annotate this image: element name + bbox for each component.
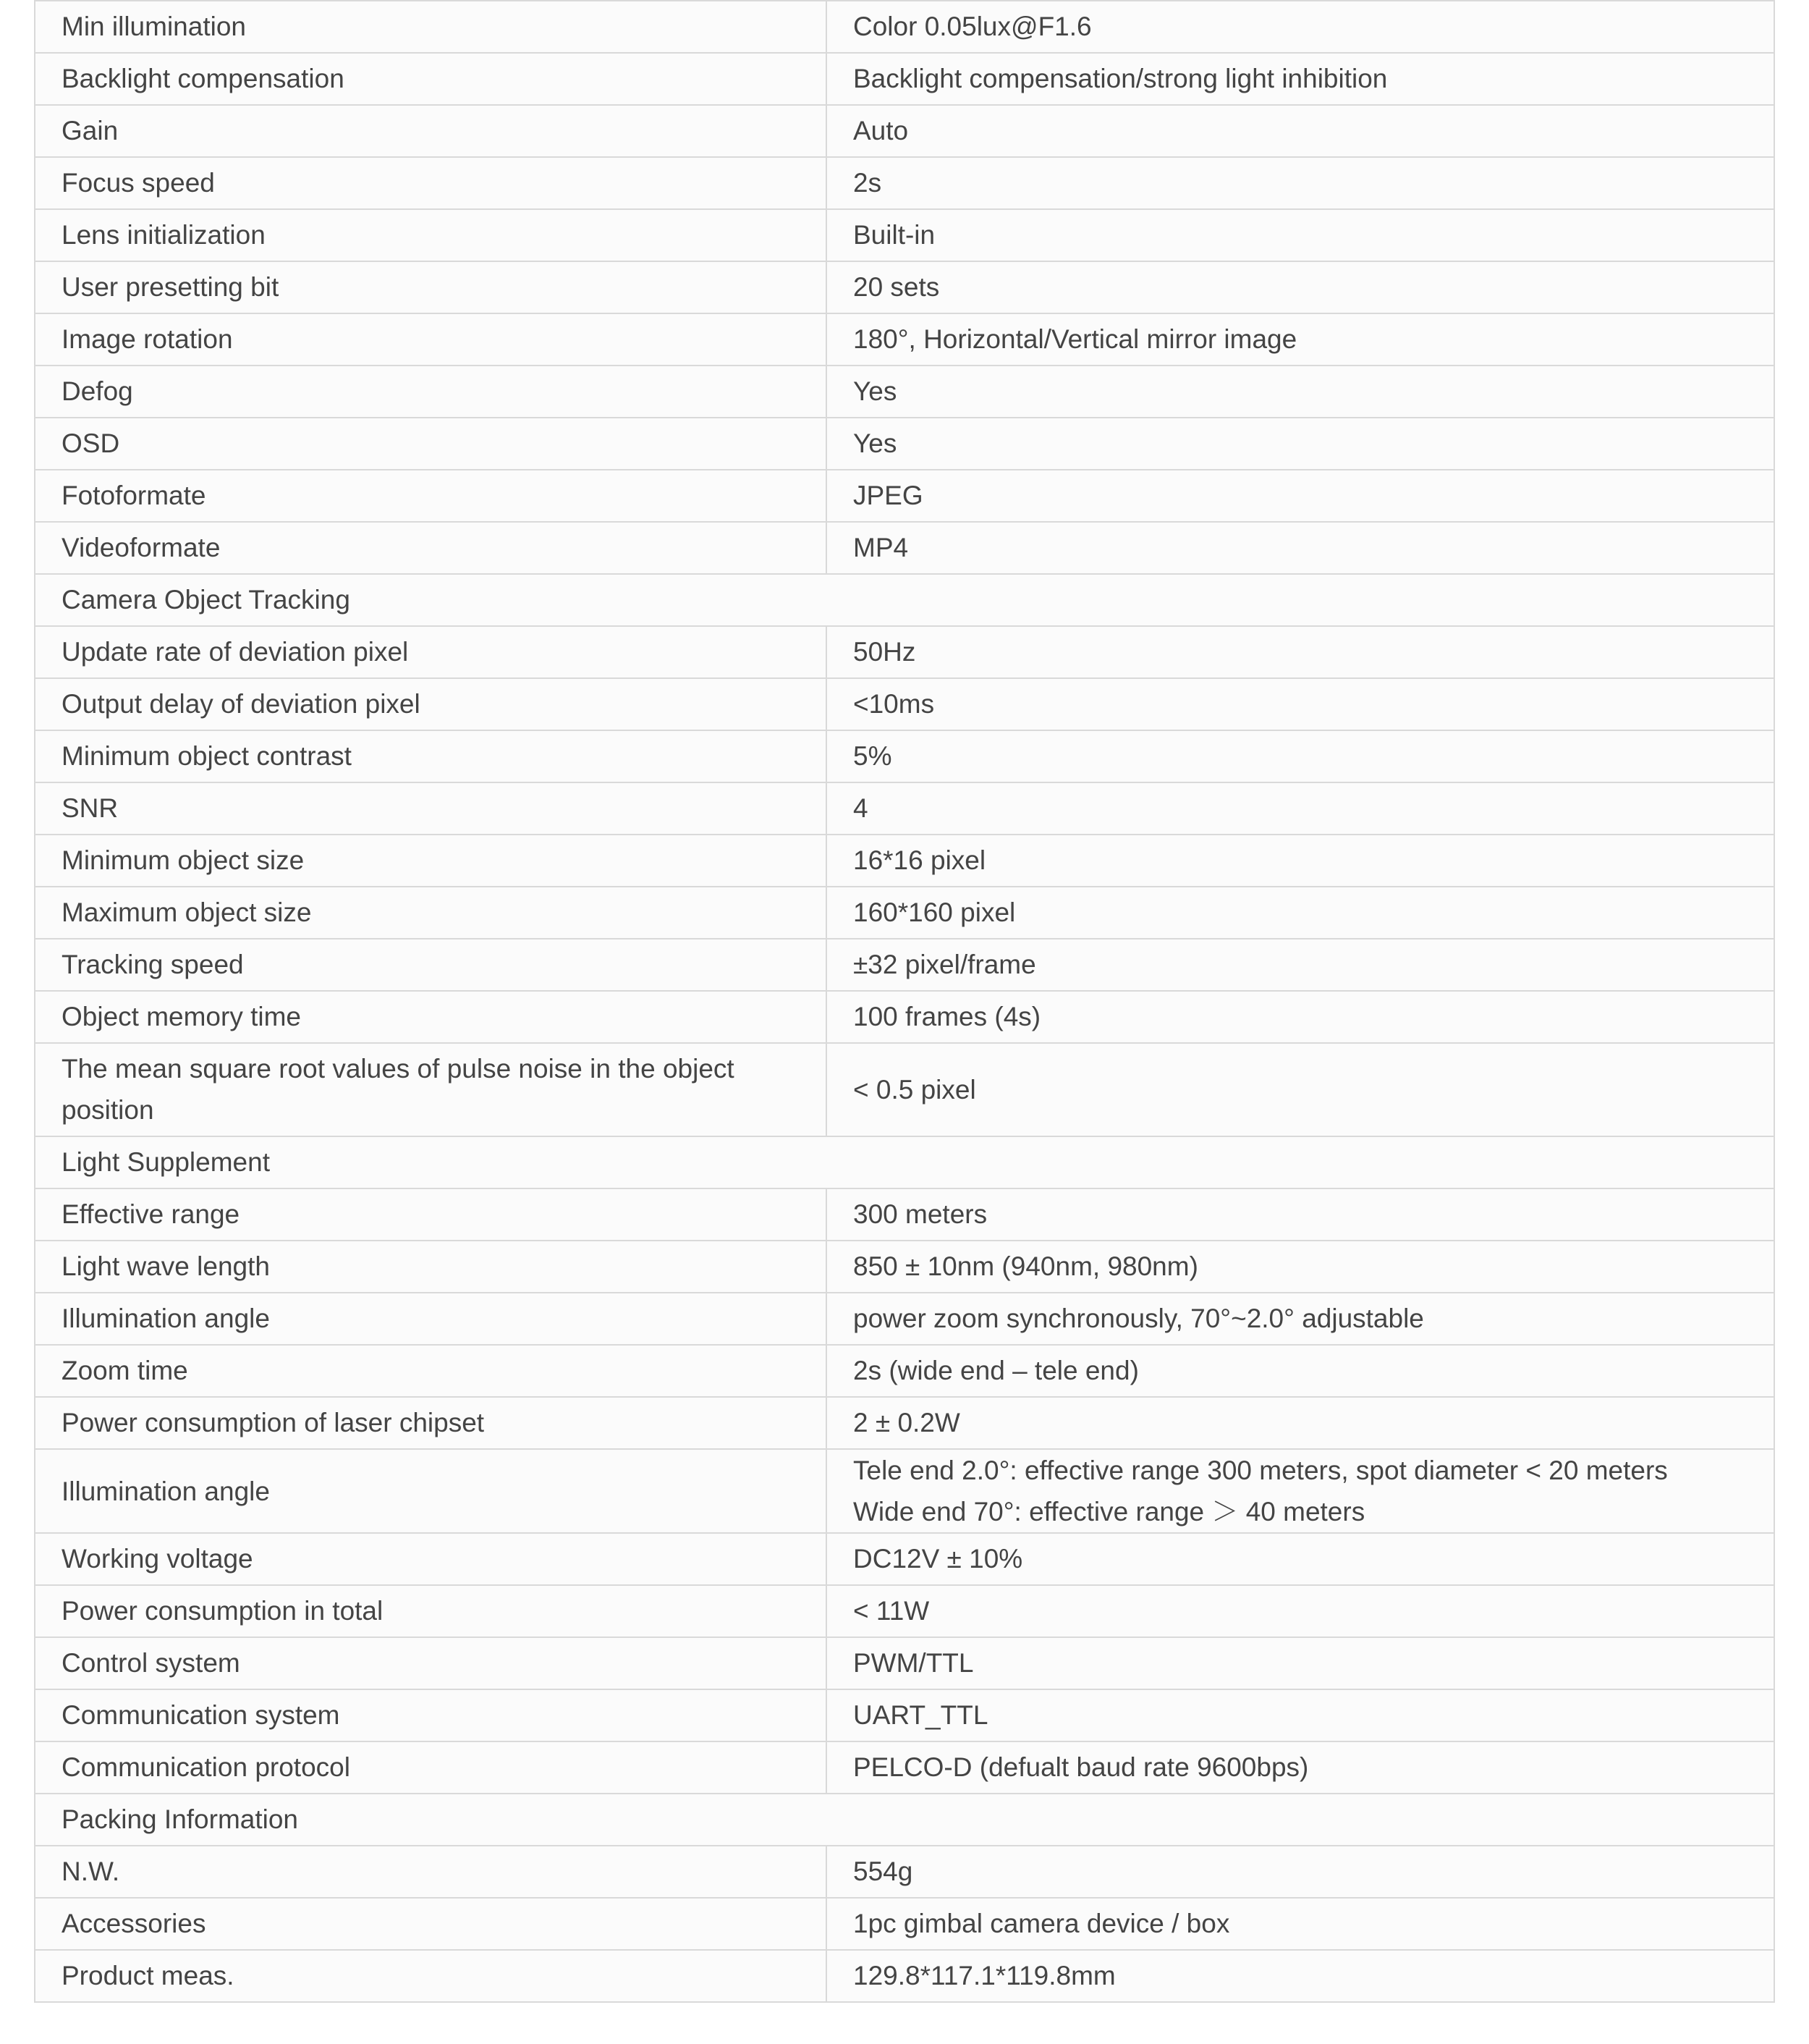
spec-label: Image rotation bbox=[35, 313, 826, 366]
spec-label: Focus speed bbox=[35, 157, 826, 209]
spec-value: Yes bbox=[826, 418, 1774, 470]
spec-label: Product meas. bbox=[35, 1950, 826, 2002]
spec-label: Power consumption of laser chipset bbox=[35, 1397, 826, 1449]
spec-label: Power consumption in total bbox=[35, 1585, 826, 1637]
spec-label: Object memory time bbox=[35, 991, 826, 1043]
spec-label: Effective range bbox=[35, 1188, 826, 1241]
section-header-row bbox=[35, 574, 1774, 626]
table-row bbox=[35, 1533, 1774, 1585]
spec-value: JPEG bbox=[826, 470, 1774, 522]
spec-label: Minimum object size bbox=[35, 835, 826, 887]
table-row bbox=[35, 1241, 1774, 1293]
table-row bbox=[35, 939, 1774, 991]
table-row bbox=[35, 470, 1774, 522]
table-row bbox=[35, 209, 1774, 261]
table-row bbox=[35, 1, 1774, 53]
table-row bbox=[35, 1188, 1774, 1241]
spec-label: Illumination angle bbox=[35, 1449, 826, 1533]
table-row bbox=[35, 313, 1774, 366]
table-row bbox=[35, 991, 1774, 1043]
spec-label: The mean square root values of pulse noise in the object position bbox=[35, 1043, 826, 1136]
spec-label: Lens initialization bbox=[35, 209, 826, 261]
table-row bbox=[35, 1449, 1774, 1533]
section-header-row bbox=[35, 1136, 1774, 1188]
table-row bbox=[35, 522, 1774, 574]
table-row bbox=[35, 626, 1774, 678]
table-row bbox=[35, 1689, 1774, 1741]
spec-value: Color 0.05lux@F1.6 bbox=[826, 1, 1774, 53]
spec-label: SNR bbox=[35, 782, 826, 835]
spec-value: 850 ± 10nm (940nm, 980nm) bbox=[826, 1241, 1774, 1293]
table-row bbox=[35, 1043, 1774, 1136]
spec-value: < 11W bbox=[826, 1585, 1774, 1637]
spec-label: Backlight compensation bbox=[35, 53, 826, 105]
table-row bbox=[35, 835, 1774, 887]
spec-value: 300 meters bbox=[826, 1188, 1774, 1241]
spec-label: Minimum object contrast bbox=[35, 730, 826, 782]
spec-value: DC12V ± 10% bbox=[826, 1533, 1774, 1585]
spec-value: 2s (wide end – tele end) bbox=[826, 1345, 1774, 1397]
spec-label: User presetting bit bbox=[35, 261, 826, 313]
spec-label: Zoom time bbox=[35, 1345, 826, 1397]
table-row bbox=[35, 1345, 1774, 1397]
spec-value: PWM/TTL bbox=[826, 1637, 1774, 1689]
table-row bbox=[35, 887, 1774, 939]
spec-label: Communication system bbox=[35, 1689, 826, 1741]
spec-label: Min illumination bbox=[35, 1, 826, 53]
section-header: Camera Object Tracking bbox=[35, 574, 1774, 626]
section-header: Packing Information bbox=[35, 1794, 1774, 1846]
spec-value: <10ms bbox=[826, 678, 1774, 730]
spec-value: MP4 bbox=[826, 522, 1774, 574]
spec-value: 50Hz bbox=[826, 626, 1774, 678]
table-row bbox=[35, 1397, 1774, 1449]
spec-value: PELCO-D (defualt baud rate 9600bps) bbox=[826, 1741, 1774, 1794]
spec-value bbox=[826, 1449, 1774, 1533]
table-row bbox=[35, 1585, 1774, 1637]
table-row bbox=[35, 1293, 1774, 1345]
table-row bbox=[35, 1846, 1774, 1898]
spec-label: Output delay of deviation pixel bbox=[35, 678, 826, 730]
spec-table-body bbox=[35, 1, 1774, 2002]
spec-value-line: Tele end 2.0°: effective range 300 meters, spot diameter < 20 meters bbox=[853, 1456, 1668, 1485]
spec-label: Working voltage bbox=[35, 1533, 826, 1585]
table-row bbox=[35, 1741, 1774, 1794]
spec-value: power zoom synchronously, 70°~2.0° adjustable bbox=[826, 1293, 1774, 1345]
spec-label: Fotoformate bbox=[35, 470, 826, 522]
table-row bbox=[35, 261, 1774, 313]
table-row bbox=[35, 366, 1774, 418]
table-row bbox=[35, 730, 1774, 782]
spec-label: Maximum object size bbox=[35, 887, 826, 939]
table-row bbox=[35, 418, 1774, 470]
spec-value: 554g bbox=[826, 1846, 1774, 1898]
spec-value: 5% bbox=[826, 730, 1774, 782]
spec-label: Communication protocol bbox=[35, 1741, 826, 1794]
table-row bbox=[35, 53, 1774, 105]
spec-label: Tracking speed bbox=[35, 939, 826, 991]
spec-value-line: Wide end 70°: effective range ＞ 40 meters bbox=[853, 1497, 1365, 1526]
spec-label: Control system bbox=[35, 1637, 826, 1689]
spec-value: 160*160 pixel bbox=[826, 887, 1774, 939]
spec-table bbox=[34, 0, 1775, 2003]
spec-value: 1pc gimbal camera device / box bbox=[826, 1898, 1774, 1950]
spec-value: Built-in bbox=[826, 209, 1774, 261]
spec-label: Gain bbox=[35, 105, 826, 157]
spec-value: 180°, Horizontal/Vertical mirror image bbox=[826, 313, 1774, 366]
section-header: Light Supplement bbox=[35, 1136, 1774, 1188]
spec-value: 2s bbox=[826, 157, 1774, 209]
section-header-row bbox=[35, 1794, 1774, 1846]
spec-label: OSD bbox=[35, 418, 826, 470]
spec-value: Backlight compensation/strong light inhibition bbox=[826, 53, 1774, 105]
spec-label: Illumination angle bbox=[35, 1293, 826, 1345]
spec-value: < 0.5 pixel bbox=[826, 1043, 1774, 1136]
spec-value: Yes bbox=[826, 366, 1774, 418]
spec-value: 16*16 pixel bbox=[826, 835, 1774, 887]
table-row bbox=[35, 157, 1774, 209]
spec-label: Accessories bbox=[35, 1898, 826, 1950]
table-row bbox=[35, 678, 1774, 730]
spec-label: Videoformate bbox=[35, 522, 826, 574]
spec-value: 100 frames (4s) bbox=[826, 991, 1774, 1043]
table-row bbox=[35, 1950, 1774, 2002]
table-row bbox=[35, 1637, 1774, 1689]
table-row bbox=[35, 1898, 1774, 1950]
spec-value: UART_TTL bbox=[826, 1689, 1774, 1741]
spec-value: 20 sets bbox=[826, 261, 1774, 313]
spec-label: Update rate of deviation pixel bbox=[35, 626, 826, 678]
spec-value: 4 bbox=[826, 782, 1774, 835]
spec-value: Auto bbox=[826, 105, 1774, 157]
spec-value: 129.8*117.1*119.8mm bbox=[826, 1950, 1774, 2002]
spec-label: Defog bbox=[35, 366, 826, 418]
table-row bbox=[35, 105, 1774, 157]
spec-value: 2 ± 0.2W bbox=[826, 1397, 1774, 1449]
spec-value: ±32 pixel/frame bbox=[826, 939, 1774, 991]
spec-label: N.W. bbox=[35, 1846, 826, 1898]
spec-label: Light wave length bbox=[35, 1241, 826, 1293]
table-row bbox=[35, 782, 1774, 835]
